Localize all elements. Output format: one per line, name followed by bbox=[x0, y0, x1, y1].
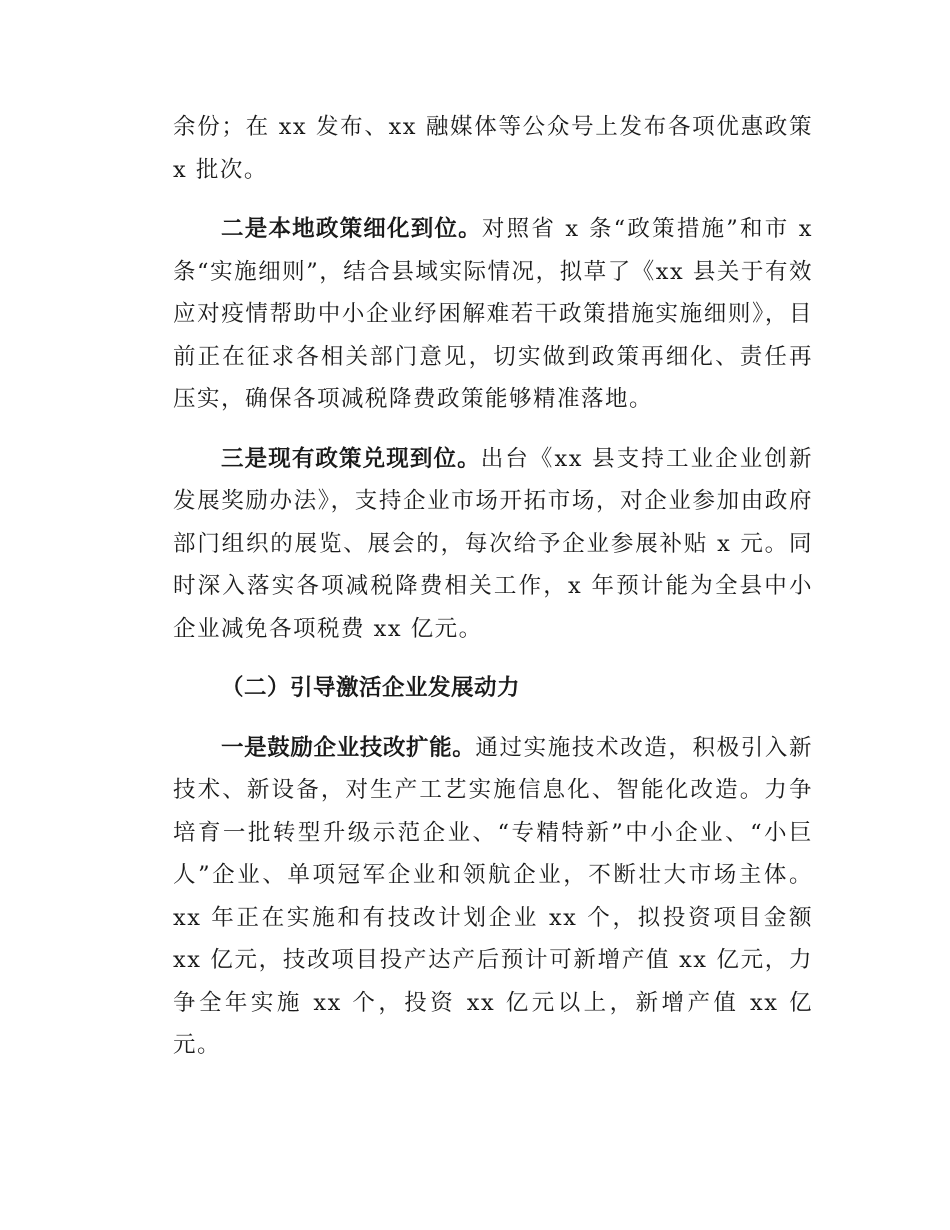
paragraph-text: 对照省 x 条“政策措施”和市 x 条“实施细则”，结合县域实际情况，拟草了《xx 县关于有效应对疫情帮助中小企业纾困解难若干政策措施实施细则》，目前正在征求各相关部门意见，切实做到政策再细化、责任再压实，确保各项减税降费政策能够精准落地。 bbox=[173, 216, 813, 412]
paragraph-text: 出台《xx 县支持工业企业创新发展奖励办法》，支持企业市场开拓市场，对企业参加由政府部门组织的展览、展会的，每次给予企业参展补贴 x 元。同时深入落实各项减税降费相关工作，x 年预计能为全县中小企业减免各项税费 xx 亿元。 bbox=[173, 445, 813, 642]
paragraph-tech-upgrade bbox=[173, 727, 813, 1067]
paragraph-text: 余份；在 xx 发布、xx 融媒体等公众号上发布各项优惠政策 x 批次。 bbox=[173, 114, 813, 183]
paragraph-local-policy bbox=[173, 208, 813, 421]
paragraph-continuation bbox=[173, 106, 813, 191]
document-body bbox=[173, 106, 813, 1084]
paragraph-lead: 二是本地政策细化到位。 bbox=[221, 216, 482, 242]
paragraph-lead: 三是现有政策兑现到位。 bbox=[221, 445, 481, 472]
paragraph-lead: 一是鼓励企业技改扩能。 bbox=[221, 734, 476, 761]
paragraph-existing-policy bbox=[173, 438, 813, 651]
section-heading: （二）引导激活企业发展动力 bbox=[221, 675, 521, 701]
paragraph-text: 通过实施技术改造，积极引入新技术、新设备，对生产工艺实施信息化、智能化改造。力争培育一批转型升级示范企业、“专精特新”中小企业、“小巨人”企业、单项冠军企业和领航企业，不断壮大市场主体。xx 年正在实施和有技改计划企业 xx 个，拟投资项目金额 xx 亿元，技改项目投产达产后预计可新增产值 xx 亿元，力争全年实施 xx 个，投资 xx 亿元以上，新增产值 xx 亿元。 bbox=[173, 734, 813, 1058]
